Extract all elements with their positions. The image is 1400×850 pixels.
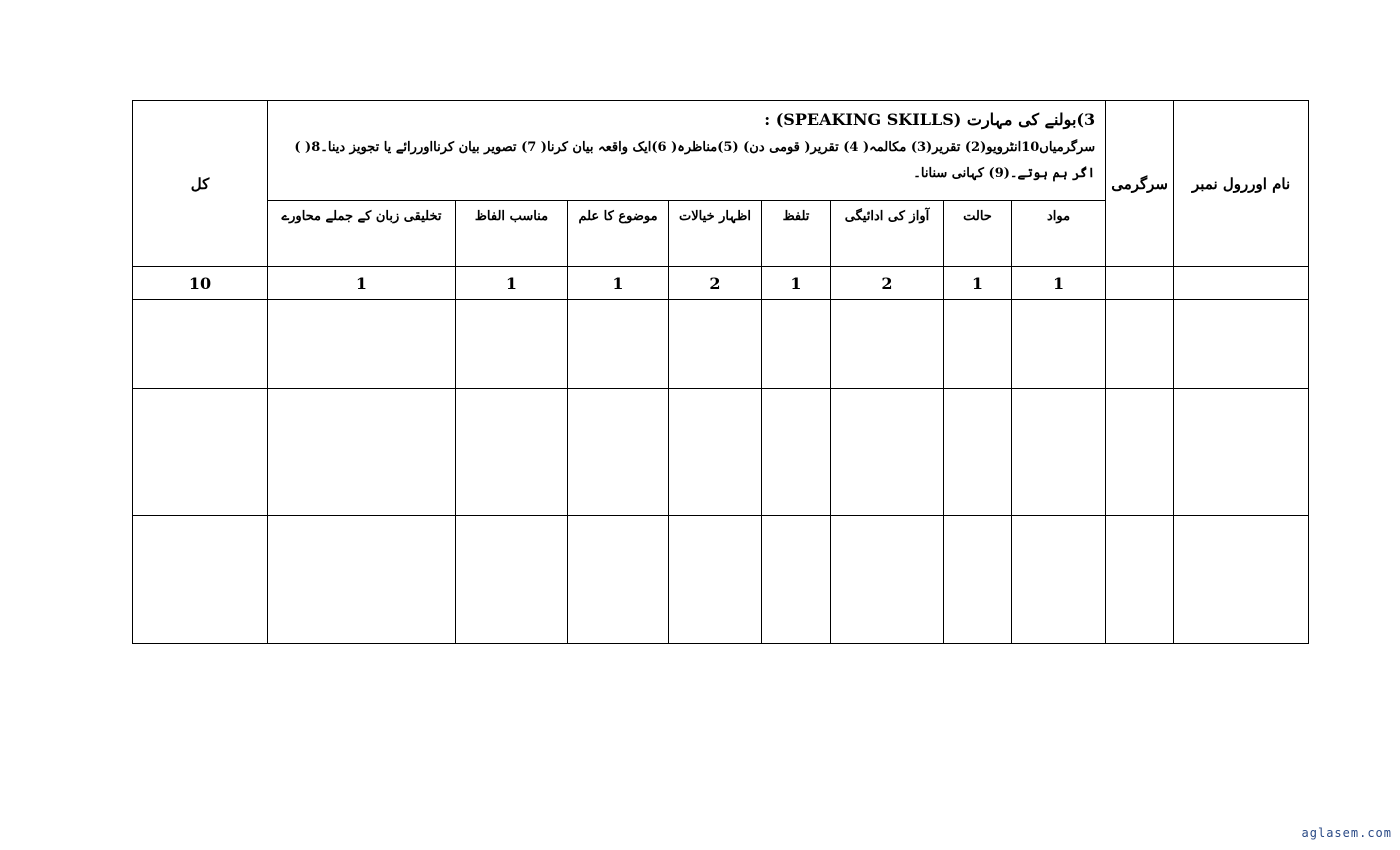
empty-cell: [831, 300, 944, 389]
activities-list: سرگرمیاں10انٹرویو(2) تقریر(3) مکالمہ( 4) تقریر( قومی دن) (5)مناظرہ( 6)ایک واقعہ بیان کرنا( 7) تصویر بیان کرنااوررائے یا تجویز دینا۔8( ) اگر ہم ہوتے۔(9) کہانی سنانا۔: [294, 140, 1096, 181]
activity-cell: [1106, 267, 1174, 300]
watermark-footer: aglasem.com: [1301, 826, 1392, 840]
empty-cell: [1174, 516, 1309, 644]
empty-cell: [133, 516, 268, 644]
empty-cell: [133, 300, 268, 389]
total-score: 10: [133, 267, 268, 300]
score-cell: 1: [456, 267, 568, 300]
score-cell: 2: [831, 267, 944, 300]
skill-header-cell: [268, 101, 1106, 201]
column-header: مواد: [1012, 201, 1106, 267]
empty-cell: [568, 300, 669, 389]
score-cell: 1: [944, 267, 1012, 300]
column-header: حالت: [944, 201, 1012, 267]
activity-header: سرگرمی: [1106, 101, 1174, 267]
score-cell: 2: [669, 267, 762, 300]
empty-cell: [268, 516, 456, 644]
empty-cell: [1106, 516, 1174, 644]
empty-cell: [268, 389, 456, 516]
empty-cell: [831, 516, 944, 644]
skill-title: 3)بولنے کی مہارت (SPEAKING SKILLS) :: [764, 110, 1096, 129]
name-roll-cell: [1174, 267, 1309, 300]
empty-cell: [268, 300, 456, 389]
empty-cell: [456, 389, 568, 516]
empty-cell: [1174, 389, 1309, 516]
column-header: آواز کی ادائیگی: [831, 201, 944, 267]
empty-cell: [568, 516, 669, 644]
empty-cell: [944, 300, 1012, 389]
speaking-skills-table: [132, 100, 1309, 644]
column-header: تخلیقی زبان کے جملے محاورے: [268, 201, 456, 267]
empty-cell: [944, 389, 1012, 516]
table-row: [133, 300, 1309, 389]
table-row: [133, 389, 1309, 516]
empty-cell: [762, 300, 831, 389]
score-cell: 1: [762, 267, 831, 300]
empty-cell: [669, 300, 762, 389]
column-header: اظہار خیالات: [669, 201, 762, 267]
empty-cell: [1174, 300, 1309, 389]
score-cell: 1: [568, 267, 669, 300]
empty-cell: [133, 389, 268, 516]
empty-cell: [1012, 389, 1106, 516]
empty-cell: [1106, 300, 1174, 389]
empty-cell: [762, 516, 831, 644]
column-header: موضوع کا علم: [568, 201, 669, 267]
empty-cell: [568, 389, 669, 516]
empty-cell: [456, 300, 568, 389]
score-row: [133, 267, 1309, 300]
empty-cell: [831, 389, 944, 516]
table-row: [133, 516, 1309, 644]
empty-cell: [1012, 516, 1106, 644]
empty-cell: [456, 516, 568, 644]
empty-cell: [669, 389, 762, 516]
empty-cell: [1012, 300, 1106, 389]
empty-cell: [944, 516, 1012, 644]
score-cell: 1: [1012, 267, 1106, 300]
empty-cell: [1106, 389, 1174, 516]
column-header: تلفظ: [762, 201, 831, 267]
score-cell: 1: [268, 267, 456, 300]
empty-cell: [762, 389, 831, 516]
name-roll-header: نام اوررول نمبر: [1174, 101, 1309, 267]
column-header: مناسب الفاظ: [456, 201, 568, 267]
empty-cell: [669, 516, 762, 644]
total-header: کل: [133, 101, 268, 267]
